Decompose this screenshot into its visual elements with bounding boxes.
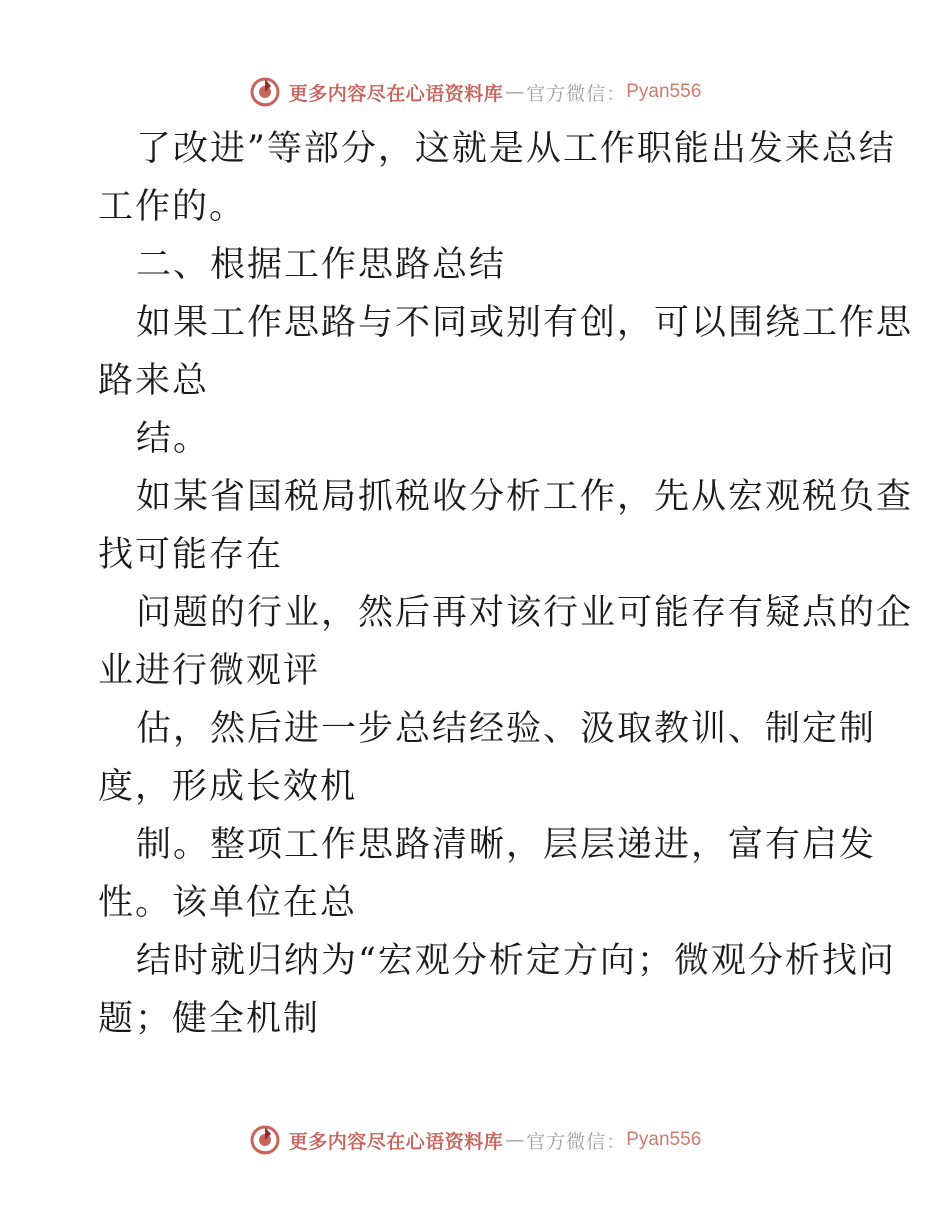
text-line: 题；健全机制 <box>98 999 321 1039</box>
footer-watermark <box>0 1120 950 1160</box>
header-watermark <box>0 72 950 112</box>
watermark-wechat-label: 官方微信： <box>526 1130 627 1153</box>
text-line: 工作的。 <box>98 187 247 227</box>
text-line: 性。该单位在总 <box>98 883 358 923</box>
text-line: 了改进”等部分，这就是从工作职能出发来总结 <box>136 129 896 169</box>
text-line: 结时就归纳为“宏观分析定方向；微观分析找问 <box>136 941 896 981</box>
text-line: 业进行微观评 <box>98 651 321 691</box>
document-body <box>98 120 914 1048</box>
text-line: 估，然后进一步总结经验、汲取教训、制定制 <box>136 709 877 749</box>
brand-logo-icon <box>249 76 281 108</box>
watermark-separator: — <box>505 81 525 103</box>
text-line: 如果工作思路与不同或别有创，可以围绕工作思 <box>136 303 914 343</box>
watermark-wechat-label: 官方微信： <box>526 82 627 105</box>
watermark-brand: 更多内容尽在心语资料库 <box>288 82 504 105</box>
watermark-wechat-id: Pyan556 <box>626 1129 702 1150</box>
text-line: 路来总 <box>98 361 210 401</box>
text-line: 制。整项工作思路清晰，层层递进，富有启发 <box>136 825 877 865</box>
brand-logo-icon <box>249 1124 281 1156</box>
text-line: 找可能存在 <box>98 535 284 575</box>
text-line: 度，形成长效机 <box>98 767 358 807</box>
watermark-brand: 更多内容尽在心语资料库 <box>288 1130 504 1153</box>
text-line: 二、根据工作思路总结 <box>136 245 507 285</box>
watermark-wechat-id: Pyan556 <box>626 81 702 102</box>
text-line: 结。 <box>136 419 211 459</box>
text-line: 如某省国税局抓税收分析工作，先从宏观税负查 <box>136 477 914 517</box>
text-line: 问题的行业，然后再对该行业可能存有疑点的企 <box>136 593 914 633</box>
watermark-separator: — <box>505 1129 525 1151</box>
